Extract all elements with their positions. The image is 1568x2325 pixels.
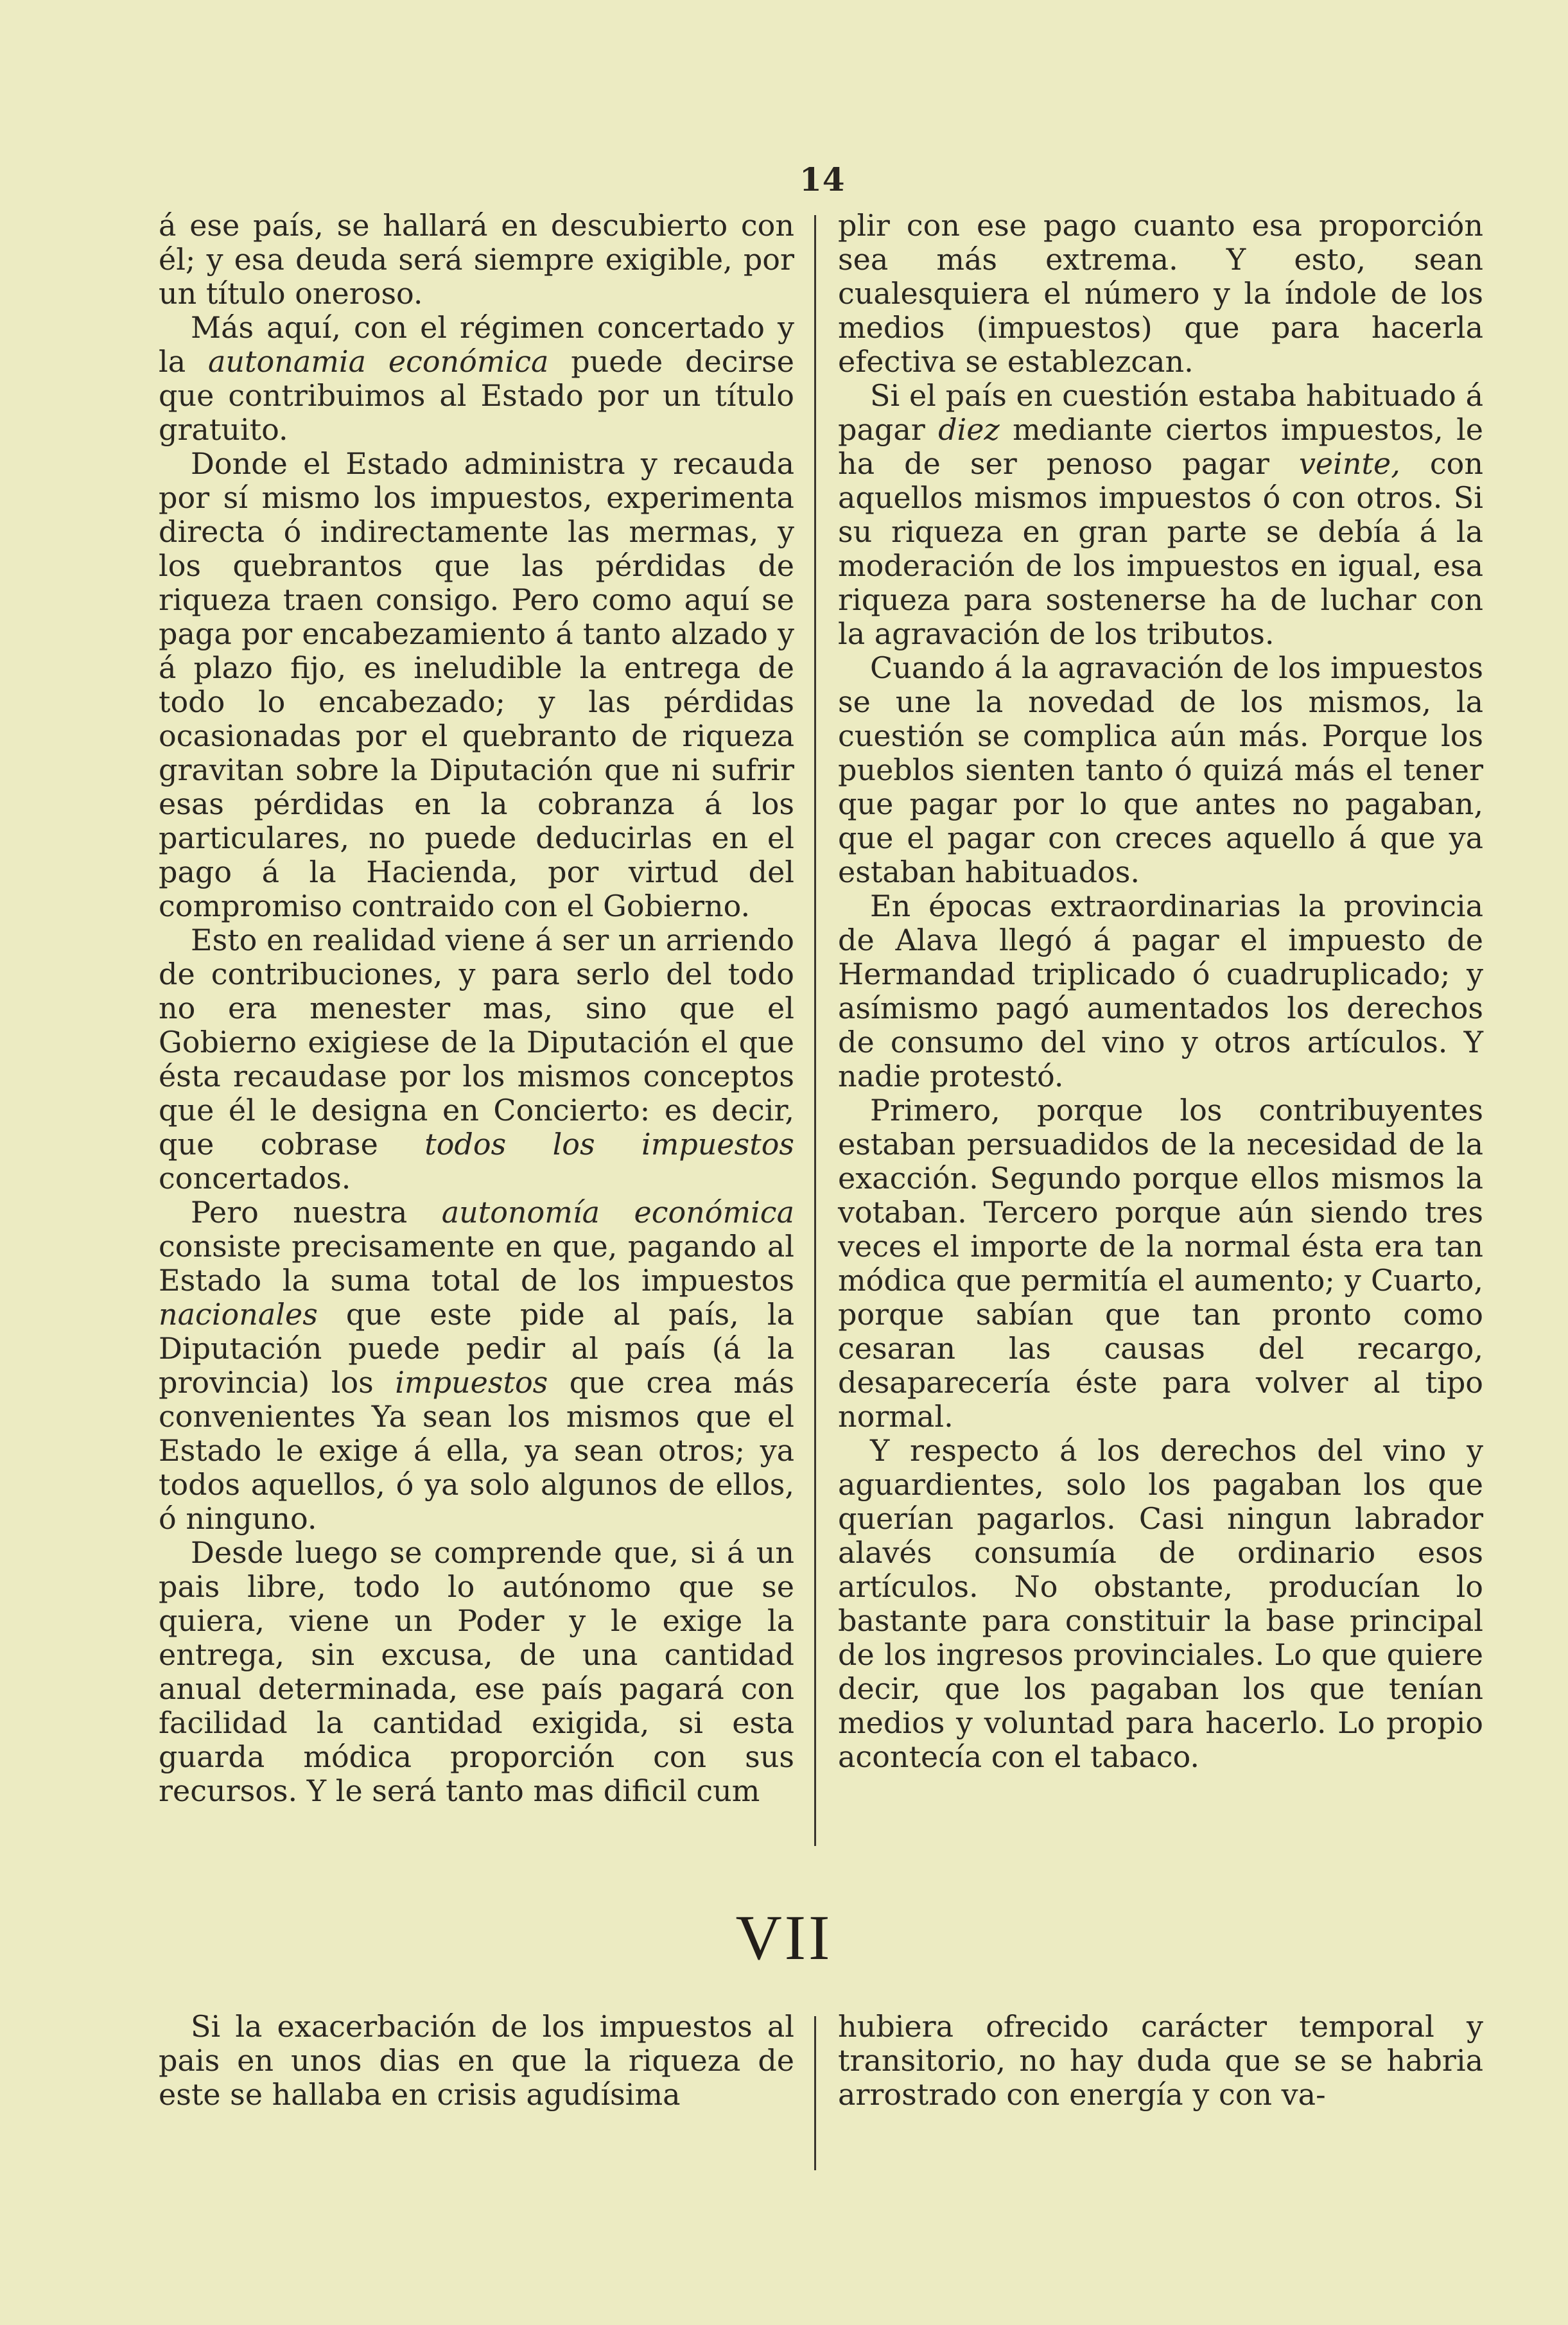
left-column-top xyxy=(159,209,794,1808)
column-divider-top xyxy=(814,215,816,1846)
paragraph: Más aquí, con el régimen concertado y la autonamia económica puede decirse que contribuimos al Estado por un título gratuito. xyxy=(159,310,794,447)
paragraph: Si la exacerbación de los impuestos al pais en unos dias en que la riqueza de este se hallaba en crisis agudísima xyxy=(159,2009,794,2112)
right-column-bottom xyxy=(838,2010,1483,2112)
left-column-bottom xyxy=(159,2010,794,2112)
paragraph: Primero, porque los contribuyentes estaban persuadidos de la necesidad de la exacción. Segundo porque ellos mismos la votaban. Tercero porque aún siendo tres veces el importe de la normal ésta era tan módica que permitía el aumento; y Cuarto, porque sabían que tan pronto como cesaran las causas del recargo, desaparecería éste para volver al tipo normal. xyxy=(838,1093,1483,1434)
paragraph: En épocas extraordinarias la provincia de Alava llegó á pagar el impuesto de Hermandad triplicado ó cuadruplicado; y asímismo pagó aumentados los derechos de consumo del vino y otros artículos. Y nadie protestó. xyxy=(838,889,1483,1093)
paragraph: Desde luego se comprende que, si á un pais libre, todo lo autónomo que se quiera, viene un Poder y le exige la entrega, sin excusa, de una cantidad anual determinada, ese país pagará con facilidad la cantidad exigida, si esta guarda módica proporción con sus recursos. Y le será tanto mas dificil cum xyxy=(159,1535,794,1808)
paragraph: Pero nuestra autonomía económica consiste precisamente en que, pagando al Estado la suma total de los impuestos nacionales que este pide al país, la Diputación puede pedir al país (á la provincia) los impuestos que crea más convenientes Ya sean los mismos que el Estado le exige á ella, ya sean otros; ya todos aquellos, ó ya solo algunos de ellos, ó ninguno. xyxy=(159,1195,794,1536)
section-heading: VII xyxy=(735,1902,833,1973)
page-number: 14 xyxy=(799,161,846,198)
paragraph: Cuando á la agravación de los impuestos se une la novedad de los mismos, la cuestión se complica aún más. Porque los pueblos sienten tanto ó quizá más el tener que pagar por lo que antes no pagaban, que el pagar con creces aquello á que ya estaban habituados. xyxy=(838,650,1483,889)
paragraph: á ese país, se hallará en descubierto con él; y esa deuda será siempre exigible, por un título oneroso. xyxy=(159,208,794,311)
paragraph: Si el país en cuestión estaba habituado á pagar diez mediante ciertos impuestos, le ha de ser penoso pagar veinte, con aquellos mismos impuestos ó con otros. Si su riqueza en gran parte se debía á la moderación de los impuestos en igual, esa riqueza para sostenerse ha de luchar con la agravación de los tributos. xyxy=(838,378,1484,651)
paragraph: Donde el Estado administra y recauda por sí mismo los impuestos, experimenta directa ó indirectamente las mermas, y los quebrantos que las pérdidas de riqueza traen consigo. Pero como aquí se paga por encabezamiento á tanto alzado y á plazo fijo, es ineludible la entrega de todo lo encabezado; y las pérdidas ocasionadas por el quebranto de riqueza gravitan sobre la Diputación que ni sufrir esas pérdidas en la cobranza á los particulares, no puede deducirlas en el pago á la Hacienda, por virtud del compromiso contraido con el Gobierno. xyxy=(159,446,794,923)
paragraph: Esto en realidad viene á ser un arriendo de contribuciones, y para serlo del todo no era menester mas, sino que el Gobierno exigiese de la Diputación el que ésta recaudase por los mismos conceptos que él le designa en Concierto: es decir, que cobrase todos los impuestos concertados. xyxy=(159,923,795,1196)
column-divider-bottom xyxy=(814,2016,816,2170)
paragraph: Y respecto á los derechos del vino y aguardientes, solo los pagaban los que querían pagarlos. Casi ningun labrador alavés consumía de ordinario esos artículos. No obstante, producían lo bastante para constituir la base principal de los ingresos provinciales. Lo que quiere decir, que los pagaban los que tenían medios y voluntad para hacerlo. Lo propio acontecía con el tabaco. xyxy=(838,1433,1483,1774)
paragraph: plir con ese pago cuanto esa proporción sea más extrema. Y esto, sean cualesquiera el número y la índole de los medios (impuestos) que para hacerla efectiva se establezcan. xyxy=(838,208,1483,379)
paragraph: hubiera ofrecido carácter temporal y transitorio, no hay duda que se se habria arrostrado con energía y con va- xyxy=(838,2009,1483,2112)
right-column-top xyxy=(838,209,1483,1774)
